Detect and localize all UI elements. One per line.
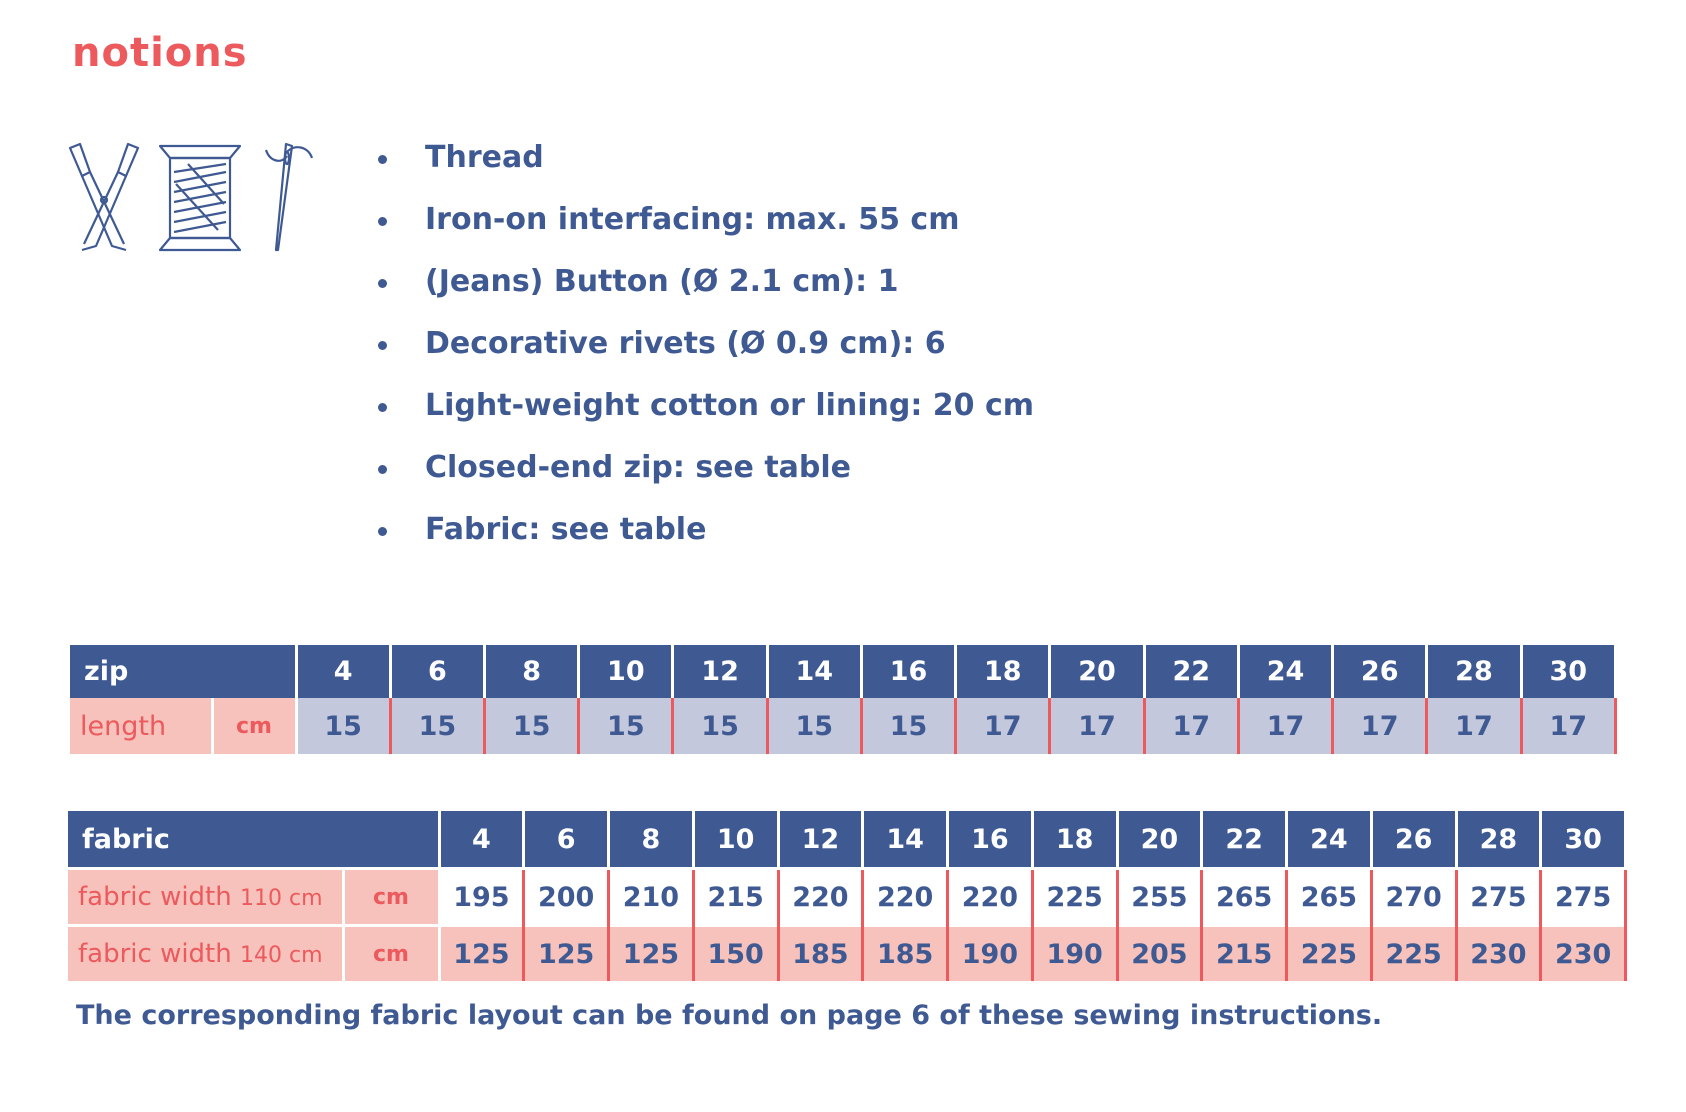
table-cell: 270 <box>1371 869 1456 926</box>
size-header: 30 <box>1521 645 1615 698</box>
notion-item: Fabric: see table <box>378 510 1034 572</box>
table-cell: 15 <box>861 698 955 754</box>
needle-icon <box>260 142 320 254</box>
size-header: 22 <box>1202 811 1287 869</box>
row-label-size: 110 cm <box>240 886 323 911</box>
size-header: 12 <box>673 645 767 698</box>
table-cell: 15 <box>296 698 390 754</box>
table-cell: 17 <box>956 698 1050 754</box>
table-cell: 275 <box>1456 869 1541 926</box>
row-label-text: fabric width <box>78 882 232 912</box>
table-cell: 225 <box>1371 926 1456 982</box>
notion-item: Iron-on interfacing: max. 55 cm <box>378 200 1034 262</box>
fabric-header-label: fabric <box>68 811 439 869</box>
table-cell: 185 <box>778 926 863 982</box>
table-cell: 150 <box>693 926 778 982</box>
row-unit: cm <box>212 698 296 754</box>
size-header: 10 <box>693 811 778 869</box>
row-label-text: fabric width <box>78 939 232 969</box>
size-header: 10 <box>579 645 673 698</box>
table-cell: 15 <box>673 698 767 754</box>
notion-item: Thread <box>378 138 1034 200</box>
table-cell: 230 <box>1456 926 1541 982</box>
table-cell: 17 <box>1427 698 1521 754</box>
size-header: 26 <box>1371 811 1456 869</box>
zip-header-row <box>70 645 1616 698</box>
size-header: 20 <box>1117 811 1202 869</box>
size-header: 18 <box>956 645 1050 698</box>
size-header: 28 <box>1427 645 1521 698</box>
size-header: 16 <box>861 645 955 698</box>
table-cell: 225 <box>1032 869 1117 926</box>
size-header: 30 <box>1541 811 1626 869</box>
table-cell: 17 <box>1521 698 1615 754</box>
table-cell: 15 <box>579 698 673 754</box>
size-header: 14 <box>767 645 861 698</box>
table-cell: 220 <box>863 869 948 926</box>
table-cell: 125 <box>524 926 609 982</box>
table-cell: 125 <box>439 926 524 982</box>
fabric-width-110-row <box>68 869 1626 926</box>
notion-item: (Jeans) Button (Ø 2.1 cm): 1 <box>378 262 1034 324</box>
scissors-icon <box>68 142 140 254</box>
table-cell: 205 <box>1117 926 1202 982</box>
table-cell: 15 <box>484 698 578 754</box>
zip-header-label: zip <box>70 645 296 698</box>
fabric-layout-note: The corresponding fabric layout can be found on page 6 of these sewing instructions. <box>76 1000 1383 1031</box>
table-cell: 210 <box>609 869 694 926</box>
table-cell: 185 <box>863 926 948 982</box>
size-header: 8 <box>484 645 578 698</box>
size-header: 4 <box>296 645 390 698</box>
table-cell: 17 <box>1144 698 1238 754</box>
size-header: 8 <box>609 811 694 869</box>
table-cell: 220 <box>948 869 1033 926</box>
table-cell: 225 <box>1287 926 1372 982</box>
table-cell: 265 <box>1287 869 1372 926</box>
section-title: notions <box>72 30 248 76</box>
row-label <box>68 926 343 982</box>
table-cell: 275 <box>1541 869 1626 926</box>
table-cell: 15 <box>390 698 484 754</box>
table-cell: 190 <box>948 926 1033 982</box>
table-cell: 265 <box>1202 869 1287 926</box>
table-cell: 17 <box>1050 698 1144 754</box>
table-cell: 17 <box>1333 698 1427 754</box>
thread-spool-icon <box>158 142 242 254</box>
size-header: 18 <box>1032 811 1117 869</box>
size-header: 6 <box>390 645 484 698</box>
row-label-size: 140 cm <box>240 943 323 968</box>
row-unit: cm <box>343 926 439 982</box>
size-header: 28 <box>1456 811 1541 869</box>
size-header: 16 <box>948 811 1033 869</box>
table-cell: 125 <box>609 926 694 982</box>
size-header: 6 <box>524 811 609 869</box>
table-cell: 200 <box>524 869 609 926</box>
table-cell: 195 <box>439 869 524 926</box>
table-cell: 190 <box>1032 926 1117 982</box>
notion-item: Light-weight cotton or lining: 20 cm <box>378 386 1034 448</box>
notion-item: Decorative rivets (Ø 0.9 cm): 6 <box>378 324 1034 386</box>
fabric-width-140-row <box>68 926 1626 982</box>
table-cell: 215 <box>1202 926 1287 982</box>
table-cell: 255 <box>1117 869 1202 926</box>
table-cell: 220 <box>778 869 863 926</box>
row-unit: cm <box>343 869 439 926</box>
size-header: 12 <box>778 811 863 869</box>
size-header: 24 <box>1238 645 1332 698</box>
size-header: 14 <box>863 811 948 869</box>
table-cell: 215 <box>693 869 778 926</box>
size-header: 22 <box>1144 645 1238 698</box>
table-cell: 230 <box>1541 926 1626 982</box>
size-header: 20 <box>1050 645 1144 698</box>
fabric-header-row <box>68 811 1626 869</box>
zip-table <box>70 645 1617 754</box>
size-header: 26 <box>1333 645 1427 698</box>
notions-list <box>378 138 1034 572</box>
row-label <box>68 869 343 926</box>
fabric-table <box>68 811 1627 981</box>
table-cell: 17 <box>1238 698 1332 754</box>
notion-item: Closed-end zip: see table <box>378 448 1034 510</box>
table-cell: 15 <box>767 698 861 754</box>
row-label: length <box>70 698 212 754</box>
size-header: 4 <box>439 811 524 869</box>
size-header: 24 <box>1287 811 1372 869</box>
zip-length-row <box>70 698 1616 754</box>
